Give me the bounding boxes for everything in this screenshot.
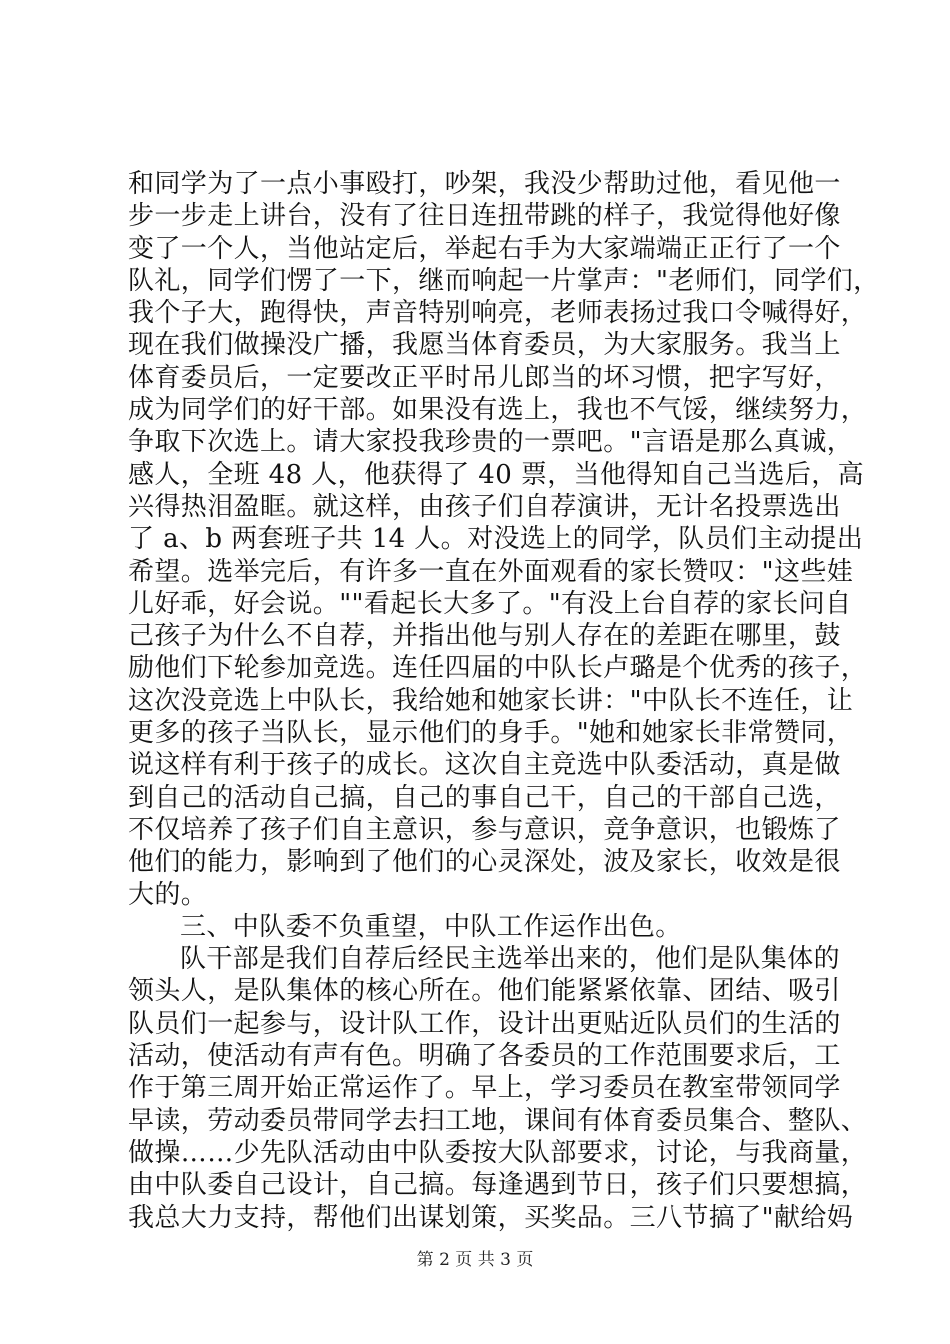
text-line: 我总大力支持，帮他们出谋划策，买奖品。三八节搞了"献给妈	[128, 1202, 854, 1233]
text-line: 和同学为了一点小事殴打，吵架，我没少帮助过他，看见他一	[128, 169, 841, 199]
text-line: 争取下次选上。请大家投我珍贵的一票吧。"言语是那么真诚，	[128, 427, 854, 458]
text-line: 说这样有利于孩子的成长。这次自主竞选中队委活动，真是做	[128, 750, 841, 781]
text-line: 作于第三周开始正常运作了。早上，学习委员在教室带领同学	[128, 1073, 841, 1104]
text-line: 了 a、b 两套班子共 14 人。对没选上的同学，队员们主动提出	[128, 524, 864, 555]
text-line: 他们的能力，影响到了他们的心灵深处，波及家长，收效是很	[128, 847, 841, 878]
text-line: 大的。	[128, 879, 208, 910]
text-line: 队礼，同学们愣了一下，继而响起一片掌声："老师们，同学们，	[128, 265, 880, 296]
text-line: 体育委员后，一定要改正平时吊儿郎当的坏习惯，把字写好，	[128, 362, 841, 393]
text-line: 我个子大，跑得快，声音特别响亮，老师表扬过我口令喊得好，	[128, 298, 868, 329]
text-line: 现在我们做操没广播，我愿当体育委员，为大家服务。我当上	[128, 330, 841, 361]
text-line: 变了一个人，当他站定后，举起右手为大家端端正正行了一个	[128, 233, 841, 264]
text-line: 成为同学们的好干部。如果没有选上，我也不气馁，继续努力，	[128, 395, 868, 426]
text-line: 活动，使活动有声有色。明确了各委员的工作范围要求后，工	[128, 1041, 841, 1072]
section-heading: 三、中队委不负重望，中队工作运作出色。	[180, 911, 682, 942]
page-footer	[0, 1245, 950, 1270]
text-line: 步一步走上讲台，没有了往日连扭带跳的样子，我觉得他好像	[128, 201, 841, 232]
text-line: 早读，劳动委员带同学去扫工地，课间有体育委员集合、整队、	[128, 1105, 868, 1136]
text-line: 更多的孩子当队长，显示他们的身手。"她和她家长非常赞同，	[128, 718, 854, 749]
text-line: 队员们一起参与，设计队工作，设计出更贴近队员们的生活的	[128, 1008, 841, 1039]
text-line: 不仅培养了孩子们自主意识，参与意识，竞争意识，也锻炼了	[128, 814, 841, 845]
text-line: 到自己的活动自己搞，自己的事自己干，自己的干部自己选，	[128, 782, 841, 813]
text-line: 感人，全班 48 人，他获得了 40 票，当他得知自己当选后，高	[128, 459, 865, 490]
text-line: 领头人，是队集体的核心所在。他们能紧紧依靠、团结、吸引	[128, 976, 841, 1007]
text-line: 励他们下轮参加竞选。连任四届的中队长卢璐是个优秀的孩子，	[128, 653, 868, 684]
text-line: 希望。选举完后，有许多一直在外面观看的家长赞叹："这些娃	[128, 556, 854, 587]
text-line: 做操……少先队活动由中队委按大队部要求，讨论，与我商量，	[128, 1137, 868, 1168]
text-line: 队干部是我们自荐后经民主选举出来的，他们是队集体的	[180, 944, 841, 975]
text-line: 己孩子为什么不自荐，并指出他与别人存在的差距在哪里，鼓	[128, 621, 841, 652]
text-line: 儿好乖，好会说。""看起长大多了。"有没上台自荐的家长问自	[128, 588, 852, 619]
text-line: 由中队委自己设计，自己搞。每逢遇到节日，孩子们只要想搞，	[128, 1170, 868, 1201]
text-line: 这次没竞选上中队长，我给她和她家长讲："中队长不连任，让	[128, 685, 854, 716]
page-indicator: 第 2 页 共 3 页	[416, 1250, 534, 1270]
document-body	[128, 168, 880, 1234]
text-line: 兴得热泪盈眶。就这样，由孩子们自荐演讲，无计名投票选出	[128, 491, 841, 522]
